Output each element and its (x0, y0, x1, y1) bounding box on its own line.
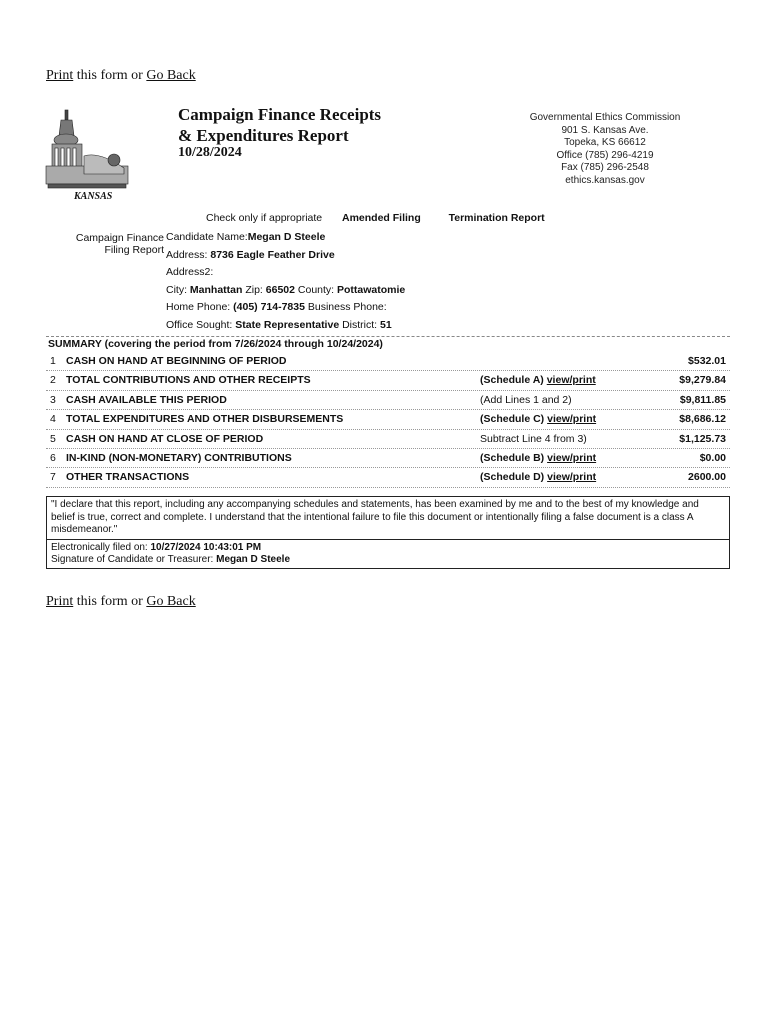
summary-row (46, 468, 730, 487)
county-value: Pottawatomie (337, 283, 406, 296)
zip-label: Zip: (245, 283, 263, 296)
agency-website: ethics.kansas.gov (565, 174, 645, 186)
report-date: 10/28/2024 (178, 145, 242, 160)
summary-row-number: 2 (50, 374, 56, 387)
summary-row-number: 7 (50, 471, 56, 484)
filing-label-line1: Campaign Finance (75, 232, 164, 244)
summary-row-number: 1 (50, 355, 56, 367)
candidate-name-label: Candidate Name: (166, 231, 248, 243)
filing-report-label (66, 232, 164, 256)
filing-label-line2: Filing Report (104, 244, 164, 256)
schedule-label: (Schedule B) (480, 451, 545, 464)
summary-row-number: 6 (50, 451, 56, 464)
summary-row-number: 5 (50, 432, 56, 445)
declaration-text: "I declare that this report, including any accompanying schedules and statements, has been examined by me and to the best of my knowledge and belief is true, correct and complete. I understand that the intentional failure to file this document or intentionally filing a false document is a class A misdemeanor." (47, 497, 729, 540)
summary-row (46, 371, 730, 390)
report-type-row (206, 212, 545, 224)
agency-address2: Topeka, KS 66612 (564, 137, 646, 148)
agency-fax: Fax (785) 296-2548 (561, 162, 649, 173)
agency-address1: 901 S. Kansas Ave. (561, 124, 649, 136)
home-phone-value: (405) 714-7835 (233, 301, 305, 313)
district-value: 51 (380, 318, 392, 331)
district-label: District: (342, 318, 378, 331)
home-phone-label: Home Phone: (166, 301, 231, 313)
agency-block (505, 112, 705, 187)
summary-row-schedule (480, 449, 596, 467)
amended-filing-label: Amended Filing (342, 212, 421, 224)
summary-row-number: 3 (50, 393, 56, 406)
summary-row-amount: $9,811.85 (679, 393, 726, 406)
candidate-name-row (166, 229, 405, 247)
filed-on-value: 10/27/2024 10:43:01 PM (150, 541, 262, 553)
signature-label: Signature of Candidate or Treasurer: (51, 553, 214, 565)
city-label: City: (166, 283, 187, 296)
summary-row-amount: $1,125.73 (679, 432, 726, 445)
termination-report-label: Termination Report (448, 212, 545, 224)
summary-row-number: 4 (50, 413, 56, 426)
summary-row (46, 352, 730, 371)
agency-name: Governmental Ethics Commission (529, 112, 681, 123)
print-link-bottom[interactable]: Print (46, 594, 74, 609)
candidate-address2-row (166, 264, 405, 282)
summary-row-label: IN-KIND (NON-MONETARY) CONTRIBUTIONS (66, 451, 292, 464)
summary-row-amount: $8,686.12 (679, 413, 726, 426)
report-title (178, 104, 381, 146)
kansas-capitol-seal-icon (44, 106, 130, 202)
address2-label: Address2: (166, 266, 214, 278)
seal-text: KANSAS (74, 191, 113, 202)
signature-block (47, 540, 729, 568)
office-sought-label: Office Sought: (166, 318, 233, 331)
check-prompt: Check only if appropriate (206, 212, 323, 224)
go-back-link-bottom[interactable]: Go Back (146, 594, 196, 609)
summary-row-amount: $0.00 (699, 451, 726, 464)
summary-rows (46, 352, 730, 488)
top-nav (46, 68, 196, 84)
schedule-label: Subtract Line 4 from 3) (480, 432, 587, 445)
summary-table (46, 336, 730, 488)
summary-row-amount: $532.01 (688, 355, 726, 367)
summary-row (46, 391, 730, 410)
summary-row (46, 410, 730, 429)
zip-value: 66502 (265, 283, 295, 296)
office-sought-value: State Representative (235, 318, 340, 331)
view-print-link[interactable]: view/print (547, 451, 597, 464)
candidate-office-row (166, 317, 405, 335)
print-link[interactable]: Print (46, 68, 74, 83)
candidate-city-row (166, 282, 405, 300)
report-title-line2: & Expenditures Report (178, 126, 349, 145)
address-value: 8736 Eagle Feather Drive (210, 248, 335, 261)
summary-row-label: CASH ON HAND AT CLOSE OF PERIOD (66, 432, 264, 445)
agency-office-phone: Office (785) 296-4219 (556, 149, 654, 161)
signature-row (51, 554, 725, 566)
city-value: Manhattan (189, 283, 243, 296)
summary-row-schedule (480, 410, 596, 428)
summary-row-schedule (480, 391, 572, 409)
summary-row-label: TOTAL EXPENDITURES AND OTHER DISBURSEMENTS (66, 413, 344, 426)
summary-row-schedule (480, 430, 587, 448)
schedule-label: (Schedule C) (480, 413, 545, 426)
candidate-address-row (166, 247, 405, 265)
schedule-label: (Schedule A) (480, 374, 544, 387)
nav-middle-text: this form or (76, 68, 143, 83)
report-title-line1: Campaign Finance Receipts (178, 105, 382, 124)
filed-on-row (51, 542, 725, 554)
summary-row-label: CASH ON HAND AT BEGINNING OF PERIOD (66, 355, 287, 367)
summary-row (46, 449, 730, 468)
filed-on-label: Electronically filed on: (51, 541, 148, 553)
schedule-label: (Add Lines 1 and 2) (480, 393, 572, 406)
signature-value: Megan D Steele (216, 553, 291, 565)
summary-row-label: TOTAL CONTRIBUTIONS AND OTHER RECEIPTS (66, 374, 311, 387)
summary-row-label: OTHER TRANSACTIONS (66, 471, 190, 484)
nav-middle-text-bottom: this form or (76, 594, 143, 609)
view-print-link[interactable]: view/print (546, 374, 596, 387)
summary-row (46, 430, 730, 449)
go-back-link[interactable]: Go Back (146, 68, 196, 83)
candidate-info (166, 229, 405, 334)
candidate-name: Megan D Steele (247, 231, 326, 243)
bottom-nav (46, 594, 196, 610)
schedule-label: (Schedule D) (480, 471, 545, 484)
view-print-link[interactable]: view/print (547, 471, 597, 484)
business-phone-label: Business Phone: (307, 301, 387, 313)
summary-row-amount: $9,279.84 (679, 374, 726, 387)
summary-heading: SUMMARY (covering the period from 7/26/2024 through 10/24/2024) (46, 336, 730, 352)
candidate-phone-row (166, 299, 405, 317)
summary-row-schedule (480, 468, 596, 486)
declaration-box (46, 496, 730, 569)
address-label: Address: (166, 248, 208, 261)
summary-row-schedule (480, 371, 596, 389)
view-print-link[interactable]: view/print (547, 413, 597, 426)
summary-row-amount: 2600.00 (688, 471, 726, 484)
county-label: County: (297, 283, 335, 296)
summary-row-label: CASH AVAILABLE THIS PERIOD (66, 393, 227, 406)
